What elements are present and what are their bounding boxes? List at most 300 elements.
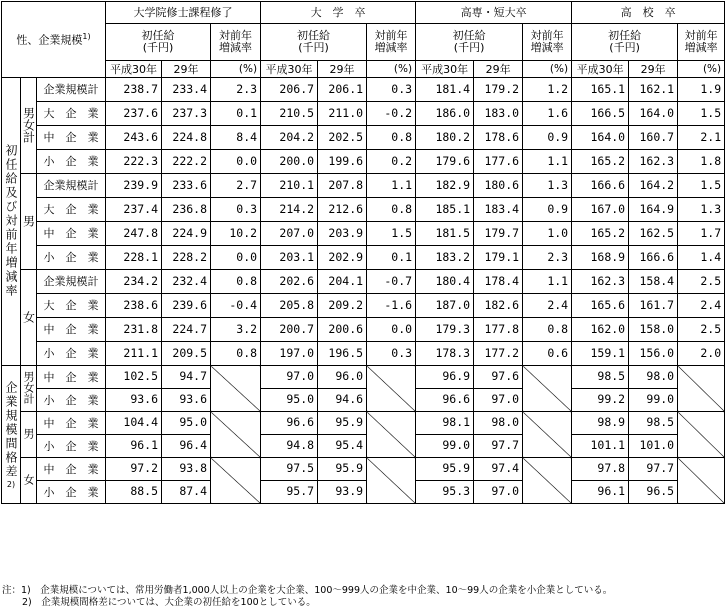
- rate-cell: 1.5: [678, 174, 725, 198]
- salary-cell: 179.2: [474, 78, 523, 102]
- salary-cell: 206.1: [318, 78, 367, 102]
- salary-cell: 180.2: [416, 126, 474, 150]
- rate-cell: 1.6: [523, 102, 572, 126]
- rate-cell: 2.0: [678, 342, 725, 366]
- gap-cell: 97.7: [629, 458, 678, 481]
- sex-group-label: [21, 270, 37, 366]
- gap-cell: 95.7: [261, 481, 318, 504]
- rate-cell: 2.3: [211, 78, 261, 102]
- salary-cell: 196.5: [318, 342, 367, 366]
- not-applicable-cell: [367, 412, 416, 458]
- salary-cell: 179.6: [416, 150, 474, 174]
- gap-cell: 97.0: [474, 481, 523, 504]
- salary-cell: 197.0: [261, 342, 318, 366]
- salary-cell: 166.5: [572, 102, 629, 126]
- rate-cell: 1.0: [523, 222, 572, 246]
- salary-cell: 202.6: [261, 270, 318, 294]
- salary-cell: 236.8: [162, 198, 211, 222]
- salary-cell: 187.0: [416, 294, 474, 318]
- salary-cell: 156.0: [629, 342, 678, 366]
- salary-cell: 177.8: [474, 318, 523, 342]
- table-row: [2, 294, 725, 318]
- gap-cell: 96.1: [106, 435, 162, 458]
- salary-cell: 162.3: [572, 270, 629, 294]
- rate-cell: 0.3: [367, 342, 416, 366]
- salary-cell: 243.6: [106, 126, 162, 150]
- salary-cell: 177.2: [474, 342, 523, 366]
- gap-cell: 98.9: [572, 412, 629, 435]
- salary-cell: 166.6: [572, 174, 629, 198]
- salary-cell: 182.9: [416, 174, 474, 198]
- rate-cell: 1.9: [678, 78, 725, 102]
- footnotes: [2, 585, 612, 609]
- table-row: [2, 342, 725, 366]
- rate-cell: -0.4: [211, 294, 261, 318]
- gap-cell: 94.6: [318, 389, 367, 412]
- salary-cell: 164.2: [629, 174, 678, 198]
- salary-label: 初任給: [452, 28, 486, 42]
- salary-cell: 200.0: [261, 150, 318, 174]
- salary-cell: 222.2: [162, 150, 211, 174]
- gap-cell: 97.8: [572, 458, 629, 481]
- rate-cell: 2.4: [523, 294, 572, 318]
- salary-cell: 209.5: [162, 342, 211, 366]
- rate-label-1: 対前年: [374, 28, 408, 42]
- corner-sup: 1): [82, 32, 91, 42]
- rate-cell: 0.1: [367, 246, 416, 270]
- salary-cell: 162.3: [629, 150, 678, 174]
- table-row: [2, 78, 725, 102]
- salary-cell: 203.9: [318, 222, 367, 246]
- sex-group-label-text: 男女計: [22, 371, 35, 404]
- gap-cell: 96.4: [162, 435, 211, 458]
- salary-cell: 166.6: [629, 246, 678, 270]
- gap-cell: 94.8: [261, 435, 318, 458]
- rate-label-1: 対前年: [684, 28, 718, 42]
- salary-cell: 224.7: [162, 318, 211, 342]
- rate-cell: 0.8: [367, 126, 416, 150]
- firm-size-label: 中 企 業: [37, 366, 106, 389]
- gap-cell: 93.6: [162, 389, 211, 412]
- not-applicable-cell: [211, 366, 261, 412]
- salary-cell: 224.9: [162, 222, 211, 246]
- percent-header: (%): [211, 61, 261, 78]
- salary-cell: 165.1: [572, 78, 629, 102]
- gap-cell: 93.8: [162, 458, 211, 481]
- rate-label-1: 対前年: [530, 28, 564, 42]
- firm-size-label: 企業規模計: [37, 270, 106, 294]
- salary-label: 初任給: [141, 28, 175, 42]
- table-row: [2, 366, 725, 389]
- gap-cell: 95.9: [416, 458, 474, 481]
- salary-unit: (千円): [142, 41, 174, 54]
- gap-cell: 98.5: [572, 366, 629, 389]
- rate-cell: 2.5: [678, 270, 725, 294]
- rate-label-1: 対前年: [219, 28, 253, 42]
- table-row: [2, 174, 725, 198]
- rate-cell: 2.3: [523, 246, 572, 270]
- rate-header: [211, 24, 261, 61]
- firm-size-label: 小 企 業: [37, 246, 106, 270]
- firm-size-label: 中 企 業: [37, 318, 106, 342]
- year-header-29: 29年: [629, 61, 678, 78]
- salary-cell: 237.4: [106, 198, 162, 222]
- salary-cell: 205.8: [261, 294, 318, 318]
- salary-cell: 207.8: [318, 174, 367, 198]
- section-label-gap-sup: 2): [6, 479, 16, 489]
- table-row: [2, 435, 725, 458]
- salary-cell: 183.4: [474, 198, 523, 222]
- rate-cell: 1.5: [678, 102, 725, 126]
- salary-cell: 165.2: [572, 222, 629, 246]
- salary-cell: 159.1: [572, 342, 629, 366]
- rate-cell: 1.1: [523, 150, 572, 174]
- table-row: [2, 150, 725, 174]
- table-row: [2, 389, 725, 412]
- rate-header: [367, 24, 416, 61]
- salary-cell: 231.8: [106, 318, 162, 342]
- salary-cell: 180.4: [416, 270, 474, 294]
- salary-cell: 160.7: [629, 126, 678, 150]
- sex-group-label: [21, 366, 37, 412]
- edu-header-high-school: 高 校 卒: [572, 2, 725, 24]
- rate-cell: 1.2: [523, 78, 572, 102]
- gap-cell: 95.9: [318, 412, 367, 435]
- salary-cell: 237.3: [162, 102, 211, 126]
- rate-cell: 0.3: [367, 78, 416, 102]
- firm-size-label: 小 企 業: [37, 435, 106, 458]
- salary-cell: 161.7: [629, 294, 678, 318]
- firm-size-label: 大 企 業: [37, 198, 106, 222]
- firm-size-label: 中 企 業: [37, 458, 106, 481]
- rate-cell: 1.5: [367, 222, 416, 246]
- rate-cell: 0.0: [211, 246, 261, 270]
- table-row: [2, 246, 725, 270]
- table-row: [2, 198, 725, 222]
- salary-cell: 179.3: [416, 318, 474, 342]
- gap-cell: 98.5: [629, 412, 678, 435]
- starting-salary-header: [572, 24, 678, 61]
- edu-header-university: 大 学 卒: [261, 2, 416, 24]
- section-label-gap: [2, 366, 21, 504]
- not-applicable-cell: [211, 412, 261, 458]
- year-header-h30: 平成30年: [106, 61, 162, 78]
- rate-cell: 0.3: [211, 198, 261, 222]
- rate-cell: 0.8: [211, 342, 261, 366]
- not-applicable-cell: [211, 458, 261, 504]
- gap-cell: 96.6: [261, 412, 318, 435]
- gap-cell: 95.9: [318, 458, 367, 481]
- section-label-gap-text: 企業規模間格差: [4, 380, 18, 479]
- firm-size-label: 企業規模計: [37, 174, 106, 198]
- table-row: [2, 270, 725, 294]
- corner-header: [2, 2, 106, 78]
- salary-cell: 158.4: [629, 270, 678, 294]
- salary-cell: 209.2: [318, 294, 367, 318]
- salary-cell: 185.1: [416, 198, 474, 222]
- footnote-1: 注：1) 企業規模については、常用労働者1,000人以上の企業を大企業、100～999人の企業を中企業、10～99人の企業を小企業としている。: [2, 585, 613, 596]
- edu-header-junior-college: 高専・短大卒: [416, 2, 572, 24]
- salary-cell: 239.6: [162, 294, 211, 318]
- firm-size-label: 中 企 業: [37, 412, 106, 435]
- table-row: [2, 458, 725, 481]
- section-label-salary-text: 初任給及び対前年増減率: [4, 143, 18, 298]
- sex-group-label-text: 男: [22, 428, 35, 439]
- not-applicable-cell: [523, 412, 572, 458]
- gap-cell: 98.0: [474, 412, 523, 435]
- gap-cell: 99.0: [629, 389, 678, 412]
- gap-cell: 93.9: [318, 481, 367, 504]
- table-row: [2, 318, 725, 342]
- rate-cell: 2.5: [678, 318, 725, 342]
- salary-cell: 214.2: [261, 198, 318, 222]
- year-header-h30: 平成30年: [261, 61, 318, 78]
- rate-cell: 1.4: [678, 246, 725, 270]
- rate-cell: 0.6: [523, 342, 572, 366]
- rate-cell: 10.2: [211, 222, 261, 246]
- rate-cell: 0.8: [211, 270, 261, 294]
- firm-size-label: 小 企 業: [37, 389, 106, 412]
- gap-cell: 97.0: [261, 366, 318, 389]
- table-row: [2, 412, 725, 435]
- salary-cell: 165.6: [572, 294, 629, 318]
- rate-cell: 0.9: [523, 198, 572, 222]
- gap-cell: 95.0: [162, 412, 211, 435]
- salary-cell: 204.1: [318, 270, 367, 294]
- salary-cell: 228.1: [106, 246, 162, 270]
- firm-size-label: 大 企 業: [37, 102, 106, 126]
- salary-cell: 247.8: [106, 222, 162, 246]
- salary-cell: 164.0: [572, 126, 629, 150]
- edu-header-graduate: 大学院修士課程修了: [106, 2, 261, 24]
- gap-cell: 97.6: [474, 366, 523, 389]
- rate-cell: 0.0: [211, 150, 261, 174]
- salary-cell: 233.6: [162, 174, 211, 198]
- rate-cell: 2.4: [678, 294, 725, 318]
- rate-cell: 1.3: [523, 174, 572, 198]
- gap-cell: 102.5: [106, 366, 162, 389]
- gap-cell: 96.6: [416, 389, 474, 412]
- firm-size-label: 小 企 業: [37, 481, 106, 504]
- year-header-29: 29年: [474, 61, 523, 78]
- firm-size-label: 大 企 業: [37, 294, 106, 318]
- rate-label-2: 増減率: [530, 41, 564, 54]
- salary-cell: 180.6: [474, 174, 523, 198]
- salary-cell: 183.2: [416, 246, 474, 270]
- gap-cell: 96.9: [416, 366, 474, 389]
- salary-cell: 179.1: [474, 246, 523, 270]
- gap-cell: 101.0: [629, 435, 678, 458]
- rate-label-2: 増減率: [374, 41, 408, 54]
- salary-cell: 182.6: [474, 294, 523, 318]
- table-row: [2, 222, 725, 246]
- rate-label-2: 増減率: [219, 41, 253, 54]
- rate-cell: 1.1: [367, 174, 416, 198]
- gap-cell: 97.5: [261, 458, 318, 481]
- rate-cell: 0.8: [523, 318, 572, 342]
- table-row: [2, 481, 725, 504]
- rate-cell: -0.7: [367, 270, 416, 294]
- salary-cell: 200.7: [261, 318, 318, 342]
- salary-cell: 186.0: [416, 102, 474, 126]
- rate-cell: 3.2: [211, 318, 261, 342]
- footnote-2: 2) 企業規模間格差については、大企業の初任給を100としている。: [22, 597, 316, 608]
- rate-cell: 0.0: [367, 318, 416, 342]
- starting-salary-header: [106, 24, 211, 61]
- corner-label: 性、企業規模: [16, 33, 83, 47]
- section-label-salary: [2, 78, 21, 366]
- firm-size-label: 小 企 業: [37, 342, 106, 366]
- gap-cell: 95.3: [416, 481, 474, 504]
- gap-cell: 97.4: [474, 458, 523, 481]
- sex-group-label-text: 男: [21, 214, 36, 227]
- firm-size-label: 中 企 業: [37, 222, 106, 246]
- salary-cell: 164.0: [629, 102, 678, 126]
- sex-group-label: [21, 78, 37, 174]
- salary-cell: 234.2: [106, 270, 162, 294]
- gap-cell: 93.6: [106, 389, 162, 412]
- firm-size-label: 小 企 業: [37, 150, 106, 174]
- salary-unit: (千円): [298, 41, 329, 54]
- salary-cell: 162.1: [629, 78, 678, 102]
- table-row: [2, 126, 725, 150]
- rate-cell: 0.8: [367, 198, 416, 222]
- salary-cell: 167.0: [572, 198, 629, 222]
- gap-cell: 96.0: [318, 366, 367, 389]
- salary-cell: 164.9: [629, 198, 678, 222]
- rate-label-2: 増減率: [684, 41, 718, 54]
- percent-header: (%): [523, 61, 572, 78]
- gap-cell: 97.7: [474, 435, 523, 458]
- sex-group-label: [21, 412, 37, 458]
- rate-cell: 8.4: [211, 126, 261, 150]
- gap-cell: 88.5: [106, 481, 162, 504]
- gap-cell: 99.0: [416, 435, 474, 458]
- salary-cell: 178.4: [474, 270, 523, 294]
- firm-size-label: 企業規模計: [37, 78, 106, 102]
- starting-salary-header: [261, 24, 367, 61]
- salary-cell: 181.5: [416, 222, 474, 246]
- year-header-29: 29年: [318, 61, 367, 78]
- gap-cell: 104.4: [106, 412, 162, 435]
- salary-cell: 165.2: [572, 150, 629, 174]
- salary-cell: 212.6: [318, 198, 367, 222]
- rate-cell: 2.1: [678, 126, 725, 150]
- starting-salary-header: [416, 24, 523, 61]
- table-row: [2, 102, 725, 126]
- year-header-h30: 平成30年: [416, 61, 474, 78]
- rate-cell: 0.2: [367, 150, 416, 174]
- rate-header: [523, 24, 572, 61]
- rate-cell: 1.7: [678, 222, 725, 246]
- salary-cell: 204.2: [261, 126, 318, 150]
- sex-group-label: [21, 174, 37, 270]
- sex-group-label-text: 女: [22, 474, 35, 485]
- gap-cell: 97.2: [106, 458, 162, 481]
- salary-cell: 202.5: [318, 126, 367, 150]
- gap-cell: 87.4: [162, 481, 211, 504]
- not-applicable-cell: [678, 412, 725, 458]
- gap-cell: 98.1: [416, 412, 474, 435]
- not-applicable-cell: [367, 458, 416, 504]
- gap-cell: 101.1: [572, 435, 629, 458]
- salary-cell: 177.6: [474, 150, 523, 174]
- salary-cell: 183.0: [474, 102, 523, 126]
- sex-group-label: [21, 458, 37, 504]
- rate-cell: 0.1: [211, 102, 261, 126]
- not-applicable-cell: [678, 366, 725, 412]
- salary-cell: 199.6: [318, 150, 367, 174]
- not-applicable-cell: [523, 458, 572, 504]
- salary-cell: 237.6: [106, 102, 162, 126]
- salary-cell: 178.6: [474, 126, 523, 150]
- salary-unit: (千円): [453, 41, 485, 54]
- salary-cell: 238.6: [106, 294, 162, 318]
- gap-cell: 98.0: [629, 366, 678, 389]
- salary-cell: 200.6: [318, 318, 367, 342]
- salary-label: 初任給: [297, 28, 331, 42]
- gap-cell: 94.7: [162, 366, 211, 389]
- salary-cell: 202.9: [318, 246, 367, 270]
- not-applicable-cell: [367, 366, 416, 412]
- percent-header: (%): [367, 61, 416, 78]
- salary-cell: 238.7: [106, 78, 162, 102]
- year-header-h30: 平成30年: [572, 61, 629, 78]
- salary-cell: 207.0: [261, 222, 318, 246]
- rate-header: [678, 24, 725, 61]
- salary-cell: 211.1: [106, 342, 162, 366]
- salary-cell: 228.2: [162, 246, 211, 270]
- salary-cell: 181.4: [416, 78, 474, 102]
- rate-cell: 2.7: [211, 174, 261, 198]
- not-applicable-cell: [678, 458, 725, 504]
- sex-group-label-text: 女: [21, 310, 36, 323]
- gap-cell: 96.5: [629, 481, 678, 504]
- salary-cell: 211.0: [318, 102, 367, 126]
- salary-cell: 239.9: [106, 174, 162, 198]
- firm-size-label: 中 企 業: [37, 126, 106, 150]
- rate-cell: 1.3: [678, 198, 725, 222]
- sex-group-label-text: 男女計: [21, 106, 36, 143]
- year-header-29: 29年: [162, 61, 211, 78]
- gap-cell: 97.0: [474, 389, 523, 412]
- gap-cell: 95.4: [318, 435, 367, 458]
- rate-cell: 1.8: [678, 150, 725, 174]
- gap-cell: 95.0: [261, 389, 318, 412]
- rate-cell: 0.9: [523, 126, 572, 150]
- not-applicable-cell: [523, 366, 572, 412]
- salary-label: 初任給: [608, 28, 642, 42]
- salary-cell: 232.4: [162, 270, 211, 294]
- salary-unit: (千円): [609, 41, 640, 54]
- gap-cell: 96.1: [572, 481, 629, 504]
- salary-cell: 168.9: [572, 246, 629, 270]
- salary-cell: 210.1: [261, 174, 318, 198]
- salary-cell: 178.3: [416, 342, 474, 366]
- percent-header: (%): [678, 61, 725, 78]
- salary-cell: 162.5: [629, 222, 678, 246]
- salary-cell: 179.7: [474, 222, 523, 246]
- salary-cell: 206.7: [261, 78, 318, 102]
- salary-cell: 203.1: [261, 246, 318, 270]
- salary-cell: 210.5: [261, 102, 318, 126]
- salary-cell: 162.0: [572, 318, 629, 342]
- salary-cell: 233.4: [162, 78, 211, 102]
- starting-salary-table: [1, 1, 725, 504]
- rate-cell: -1.6: [367, 294, 416, 318]
- rate-cell: 1.1: [523, 270, 572, 294]
- gap-cell: 99.2: [572, 389, 629, 412]
